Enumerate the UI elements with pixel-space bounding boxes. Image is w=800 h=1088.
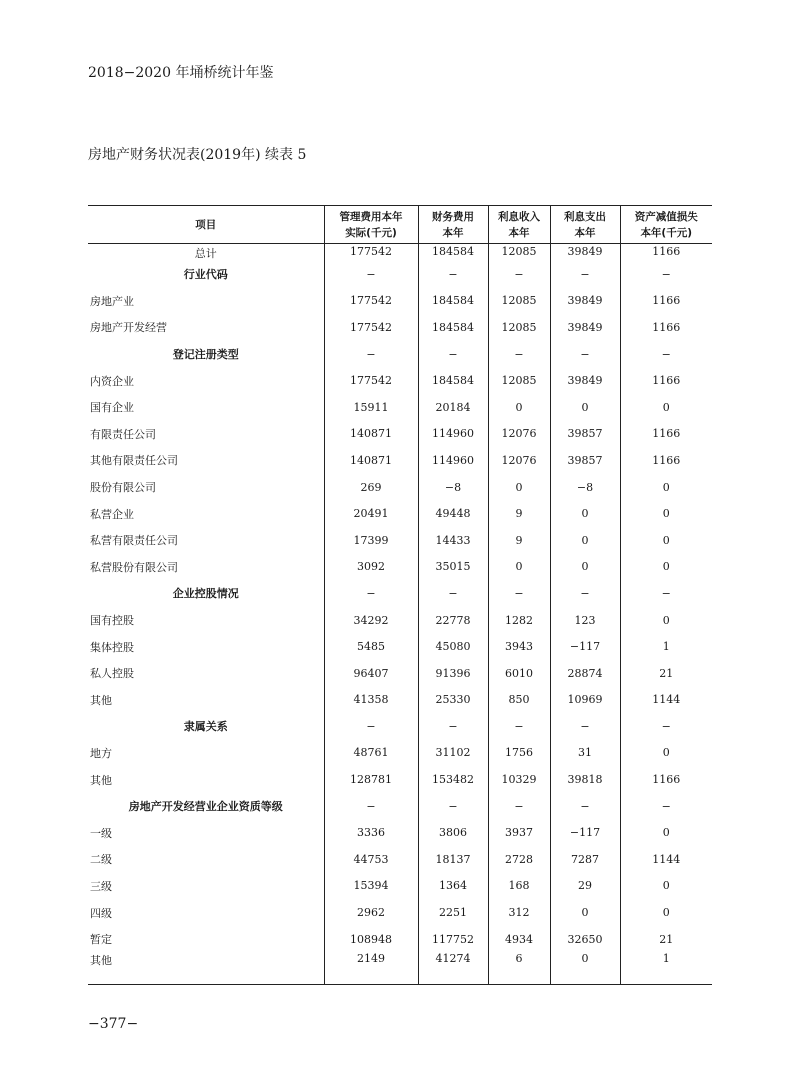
table-row [88, 766, 712, 793]
cell-value: − [620, 261, 712, 288]
cell-value: 12085 [488, 244, 550, 262]
row-label: 其他 [90, 693, 112, 707]
cell-value: 117752 [418, 926, 488, 953]
cell-value: 1166 [620, 288, 712, 315]
cell-value: 3806 [418, 819, 488, 846]
header-row [88, 206, 712, 244]
cell-value: 20491 [324, 500, 418, 527]
cell-value: 39857 [550, 421, 620, 448]
cell-value: 2251 [418, 899, 488, 926]
cell-value: 1166 [620, 244, 712, 262]
table-row [88, 474, 712, 501]
cell-value: 21 [620, 926, 712, 953]
cell-value: 34292 [324, 607, 418, 634]
cell-value: 2149 [324, 952, 418, 984]
cell-value: 108948 [324, 926, 418, 953]
cell-value: 12085 [488, 314, 550, 341]
cell-value: 39849 [550, 244, 620, 262]
column-header-interest-income [488, 206, 550, 244]
table-row [88, 607, 712, 634]
column-header-line2: 本年 [442, 226, 464, 239]
column-header-line1: 管理费用本年 [339, 210, 403, 223]
cell-value: 48761 [324, 740, 418, 767]
cell-value: 7287 [550, 846, 620, 873]
cell-value: 20184 [418, 394, 488, 421]
cell-value: 123 [550, 607, 620, 634]
cell-value: 15911 [324, 394, 418, 421]
cell-value: 0 [620, 899, 712, 926]
cell-value: 2962 [324, 899, 418, 926]
row-label: 集体控股 [90, 640, 134, 654]
table-row [88, 367, 712, 394]
cell-value: 32650 [550, 926, 620, 953]
cell-value: 31 [550, 740, 620, 767]
cell-value: −117 [550, 819, 620, 846]
table-body [88, 244, 712, 985]
cell-value: 17399 [324, 527, 418, 554]
cell-value: 9 [488, 527, 550, 554]
table-row [88, 926, 712, 953]
column-header-impairment-loss [620, 206, 712, 244]
cell-value: 12076 [488, 447, 550, 474]
table-row [88, 261, 712, 288]
row-label: 私人控股 [90, 667, 134, 681]
cell-value: 1144 [620, 846, 712, 873]
table-row [88, 394, 712, 421]
cell-value: 1144 [620, 687, 712, 714]
cell-value: 39849 [550, 288, 620, 315]
cell-value: − [324, 580, 418, 607]
column-header-line1: 资产减值损失 [634, 210, 698, 223]
row-label: 私营股份有限公司 [90, 560, 178, 574]
column-header-line1: 利息支出 [564, 210, 606, 223]
page-number: −377− [88, 1016, 139, 1032]
cell-value: 18137 [418, 846, 488, 873]
cell-value: 0 [620, 394, 712, 421]
cell-value: − [418, 793, 488, 820]
cell-value: 35015 [418, 554, 488, 581]
row-label: 房地产业 [90, 294, 134, 308]
cell-value: − [488, 261, 550, 288]
cell-value: 3943 [488, 633, 550, 660]
column-header-line2: 本年 [574, 226, 596, 239]
cell-value: 12085 [488, 367, 550, 394]
cell-value: 45080 [418, 633, 488, 660]
cell-value: 0 [620, 607, 712, 634]
cell-value: 3937 [488, 819, 550, 846]
cell-value: −117 [550, 633, 620, 660]
row-label: 有限责任公司 [90, 427, 156, 441]
table-row [88, 421, 712, 448]
row-section-heading: 房地产开发经营业企业资质等级 [128, 800, 283, 814]
cell-value: 0 [620, 819, 712, 846]
column-header-line1: 财务费用 [432, 210, 474, 223]
column-header-interest-expense [550, 206, 620, 244]
column-header-financial-expense [418, 206, 488, 244]
cell-value: 21 [620, 660, 712, 687]
cell-value: 177542 [324, 367, 418, 394]
cell-value: 0 [620, 873, 712, 900]
cell-value: − [488, 793, 550, 820]
cell-value: 5485 [324, 633, 418, 660]
table-row [88, 447, 712, 474]
row-label: 私营企业 [90, 507, 134, 521]
cell-value: 0 [620, 740, 712, 767]
cell-value: 49448 [418, 500, 488, 527]
cell-value: 140871 [324, 447, 418, 474]
cell-value: 91396 [418, 660, 488, 687]
cell-value: − [550, 341, 620, 368]
cell-value: 3092 [324, 554, 418, 581]
row-section-heading: 登记注册类型 [172, 348, 239, 362]
running-head: 2018−2020 年埇桥统计年鉴 [88, 65, 274, 81]
cell-value: 184584 [418, 288, 488, 315]
table-row [88, 580, 712, 607]
cell-value: 312 [488, 899, 550, 926]
cell-value: 0 [620, 554, 712, 581]
cell-value: − [324, 793, 418, 820]
column-header-line2: 本年(千元) [640, 226, 693, 239]
column-header-line1: 项目 [195, 218, 217, 231]
cell-value: 41274 [418, 952, 488, 984]
cell-value: 0 [620, 474, 712, 501]
cell-value: 39849 [550, 314, 620, 341]
row-label: 其他 [90, 773, 112, 787]
cell-value: 0 [550, 500, 620, 527]
cell-value: 1 [620, 633, 712, 660]
table-row [88, 244, 712, 262]
cell-value: − [488, 580, 550, 607]
cell-value: 44753 [324, 846, 418, 873]
cell-value: 22778 [418, 607, 488, 634]
cell-value: 1166 [620, 314, 712, 341]
cell-value: 10969 [550, 687, 620, 714]
cell-value: 2728 [488, 846, 550, 873]
table-row [88, 899, 712, 926]
table-row [88, 793, 712, 820]
row-label: 私营有限责任公司 [90, 534, 178, 548]
cell-value: − [418, 713, 488, 740]
cell-value: − [324, 341, 418, 368]
cell-value: − [418, 261, 488, 288]
cell-value: 96407 [324, 660, 418, 687]
cell-value: − [418, 580, 488, 607]
table-row [88, 952, 712, 984]
cell-value: 1166 [620, 367, 712, 394]
cell-value: 0 [550, 899, 620, 926]
row-label: 地方 [90, 746, 112, 760]
row-label: 国有控股 [90, 614, 134, 628]
cell-value: 0 [620, 527, 712, 554]
cell-value: 177542 [324, 244, 418, 262]
table-row [88, 846, 712, 873]
row-label: 总计 [194, 247, 217, 260]
table-row [88, 314, 712, 341]
cell-value: 1756 [488, 740, 550, 767]
cell-value: 1364 [418, 873, 488, 900]
table-row [88, 633, 712, 660]
cell-value: 39857 [550, 447, 620, 474]
cell-value: 0 [488, 474, 550, 501]
column-header-line2: 本年 [508, 226, 530, 239]
financial-status-table [88, 205, 712, 985]
cell-value: − [620, 580, 712, 607]
row-label: 股份有限公司 [90, 481, 156, 495]
cell-value: 39818 [550, 766, 620, 793]
cell-value: −8 [418, 474, 488, 501]
cell-value: − [550, 580, 620, 607]
cell-value: 12085 [488, 288, 550, 315]
cell-value: 1 [620, 952, 712, 984]
cell-value: 184584 [418, 244, 488, 262]
cell-value: 4934 [488, 926, 550, 953]
row-label: 其他 [90, 954, 112, 968]
row-section-heading: 隶属关系 [183, 720, 228, 734]
cell-value: 0 [550, 554, 620, 581]
cell-value: 0 [550, 952, 620, 984]
cell-value: − [488, 713, 550, 740]
cell-value: − [620, 793, 712, 820]
cell-value: 1166 [620, 766, 712, 793]
cell-value: − [550, 261, 620, 288]
cell-value: 31102 [418, 740, 488, 767]
table-row [88, 500, 712, 527]
cell-value: 14433 [418, 527, 488, 554]
cell-value: 39849 [550, 367, 620, 394]
cell-value: − [488, 341, 550, 368]
row-label: 二级 [90, 853, 112, 867]
cell-value: 3336 [324, 819, 418, 846]
cell-value: 850 [488, 687, 550, 714]
column-header-item [88, 206, 324, 244]
row-label: 房地产开发经营 [90, 321, 167, 335]
row-label: 国有企业 [90, 401, 134, 415]
cell-value: 6 [488, 952, 550, 984]
row-label: 其他有限责任公司 [90, 454, 178, 468]
cell-value: − [324, 261, 418, 288]
cell-value: 1166 [620, 447, 712, 474]
cell-value: − [620, 713, 712, 740]
row-label: 暂定 [90, 933, 112, 947]
row-label: 三级 [90, 879, 112, 893]
table-row [88, 873, 712, 900]
cell-value: 184584 [418, 314, 488, 341]
cell-value: 153482 [418, 766, 488, 793]
column-header-line1: 利息收入 [498, 210, 540, 223]
column-header-line2: 实际(千元) [345, 226, 397, 239]
cell-value: 9 [488, 500, 550, 527]
cell-value: 0 [550, 527, 620, 554]
table-row [88, 687, 712, 714]
cell-value: 114960 [418, 447, 488, 474]
table-row [88, 288, 712, 315]
column-header-management-expense [324, 206, 418, 244]
cell-value: −8 [550, 474, 620, 501]
cell-value: 29 [550, 873, 620, 900]
cell-value: 1166 [620, 421, 712, 448]
cell-value: 168 [488, 873, 550, 900]
table-row [88, 341, 712, 368]
cell-value: 0 [488, 554, 550, 581]
cell-value: 177542 [324, 314, 418, 341]
cell-value: 114960 [418, 421, 488, 448]
cell-value: − [550, 713, 620, 740]
cell-value: − [324, 713, 418, 740]
table-row [88, 554, 712, 581]
cell-value: 0 [488, 394, 550, 421]
cell-value: 25330 [418, 687, 488, 714]
cell-value: 10329 [488, 766, 550, 793]
table-row [88, 819, 712, 846]
row-label: 内资企业 [90, 374, 134, 388]
cell-value: 128781 [324, 766, 418, 793]
cell-value: − [418, 341, 488, 368]
row-section-heading: 行业代码 [183, 268, 228, 282]
table-title: 房地产财务状况表(2019年) 续表 5 [88, 147, 307, 163]
row-section-heading: 企业控股情况 [172, 587, 239, 601]
cell-value: − [550, 793, 620, 820]
table-row [88, 740, 712, 767]
cell-value: 269 [324, 474, 418, 501]
cell-value: 184584 [418, 367, 488, 394]
cell-value: 140871 [324, 421, 418, 448]
cell-value: − [620, 341, 712, 368]
cell-value: 0 [550, 394, 620, 421]
cell-value: 28874 [550, 660, 620, 687]
cell-value: 1282 [488, 607, 550, 634]
cell-value: 12076 [488, 421, 550, 448]
cell-value: 6010 [488, 660, 550, 687]
table-row [88, 660, 712, 687]
cell-value: 41358 [324, 687, 418, 714]
row-label: 四级 [90, 906, 112, 920]
cell-value: 177542 [324, 288, 418, 315]
table-row [88, 713, 712, 740]
table-row [88, 527, 712, 554]
row-label: 一级 [90, 826, 112, 840]
cell-value: 15394 [324, 873, 418, 900]
cell-value: 0 [620, 500, 712, 527]
